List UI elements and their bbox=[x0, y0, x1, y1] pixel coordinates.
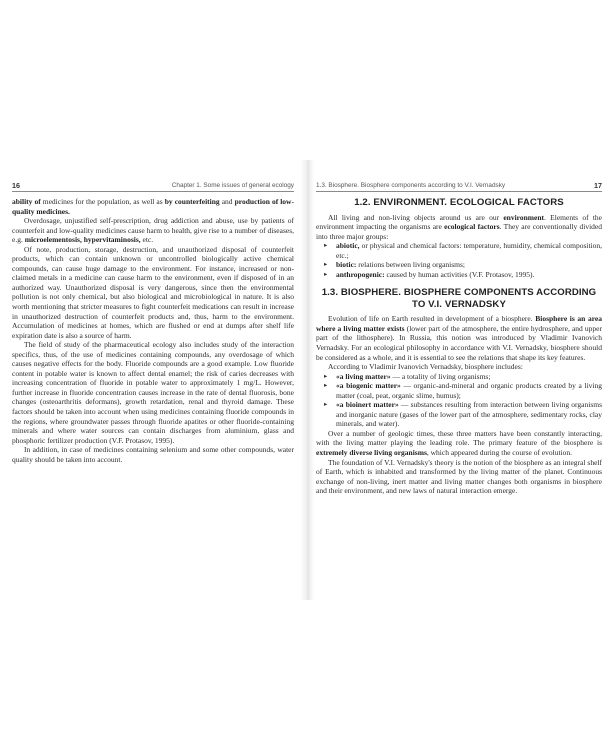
bold-term: extremely diverse living organisms bbox=[316, 447, 427, 457]
paragraph: The foundation of V.I. Vernadsky's theory is the notion of the biosphere as an integral shelf of Earth, which is inhabited and transformed by the living matter of the planet. Continuous exchange of non-living, inert matter and living matter changes both organisms in biosphere and their environment, and new laws of natural interaction emerge. bbox=[316, 457, 602, 496]
paragraph: Evolution of life on Earth resulted in development of a biosphere. Biosphere is an area where a living matter exists (lower part of the atmosphere, the entire hydrosphere, and upper part of the lithosphere). In Russia, this notion was introduced by Vladimir Ivanovich Vernadsky. For an ecological philosophy in accordance with V.I. Vernadsky, biosphere should be considered as a whole, and it is essential to see the relations that shape its key features. bbox=[316, 314, 602, 362]
bold-term: by counterfeiting bbox=[164, 197, 220, 206]
bullet-icon: ▸ bbox=[324, 270, 328, 278]
list-item-text: anthropogenic: caused by human activities (V.F. Protasov, 1995). bbox=[336, 269, 535, 279]
paragraph: In addition, in case of medicines containing selenium and some other compounds, water quality should be taken into account. bbox=[12, 445, 294, 464]
bold-term: ability of bbox=[12, 197, 41, 206]
bullet-icon: ▸ bbox=[324, 401, 328, 409]
bold-term: «a living matter» bbox=[336, 371, 391, 381]
bullet-icon: ▸ bbox=[324, 242, 328, 250]
left-page bbox=[12, 181, 294, 464]
bold-term: ecological factors bbox=[444, 222, 500, 232]
left-running-head bbox=[12, 181, 294, 192]
paragraph: ability of medicines for the population, as well as by counterfeiting and production of low-quality medicines. bbox=[12, 197, 294, 216]
list-item bbox=[324, 241, 602, 260]
bold-term: «a bioinert matter» bbox=[336, 400, 399, 410]
bold-term: production of low-quality medicines. bbox=[12, 197, 294, 216]
list-item-text: «a bioinert matter» — substances resulting from interaction between living organisms and inorganic nature (gases of the lower part of the atmosphere, sedimentary rocks, clay minerals, and water). bbox=[336, 400, 602, 429]
bold-term: Biosphere is an area where a living matter exists bbox=[316, 314, 602, 333]
left-page-number: 16 bbox=[12, 181, 20, 190]
right-running-head bbox=[316, 181, 602, 192]
biosphere-components-list bbox=[316, 372, 602, 429]
bullet-icon: ▸ bbox=[324, 372, 328, 380]
list-item-text: abiotic, or physical and chemical factors: temperature, humidity, chemical composition, etc.; bbox=[336, 241, 602, 260]
book-gutter bbox=[300, 160, 314, 600]
bullet-icon: ▸ bbox=[324, 261, 328, 269]
bold-term: «a biogenic matter» bbox=[336, 381, 401, 391]
list-item-text: biotic: relations between living organisms; bbox=[336, 260, 466, 270]
right-page bbox=[316, 181, 602, 496]
paragraph: Overdosage, unjustified self-prescription, drug addiction and abuse, use by patients of counterfeit and low-quality medicines cause harm to health, give rise to a number of diseases, e.g. microelementosis, hypervitaminosis, etc. bbox=[12, 216, 294, 245]
list-item bbox=[324, 400, 602, 429]
section-heading: 1.3. BIOSPHERE. BIOSPHERE COMPONENTS ACCORDING TO V.I. VERNADSKY bbox=[321, 287, 597, 310]
bold-term: biotic: bbox=[336, 260, 357, 270]
list-item bbox=[324, 270, 602, 280]
left-running-head-title: Chapter 1. Some issues of general ecology bbox=[171, 181, 294, 189]
paragraph: Over a number of geologic times, these three matters have been constantly interacting, with the living matter playing the leading role. The primary feature of the biosphere is extremely diverse living organisms, which appeared during the course of evolution. bbox=[316, 428, 602, 457]
list-item bbox=[324, 381, 602, 400]
paragraph: According to Vladimir Ivanovich Vernadsky, biosphere includes: bbox=[328, 362, 523, 372]
right-running-head-title: 1.3. Biosphere. Biosphere components according to V.I. Vernadsky bbox=[316, 181, 506, 189]
bold-term: microelementosis, hypervitaminosis, bbox=[24, 235, 141, 245]
bold-term: anthropogenic: bbox=[336, 269, 385, 279]
bold-term: abiotic, bbox=[336, 241, 360, 251]
list-item-text: «a biogenic matter» — organic-and-mineral and organic products created by a living matter (coal, peat, organic slime, humus); bbox=[336, 381, 602, 400]
list-item-text: «a living matter» — a totality of living organisms; bbox=[336, 371, 491, 381]
paragraph: All living and non-living objects around us are our environment. Elements of the environment impacting the organisms are ecological factors. They are conventionally divided into three major groups: bbox=[316, 212, 602, 241]
paragraph: Of note, production, storage, destruction, and unauthorized disposal of counterfeit products, which can contain unknown or uncontrolled biologically active chemical compounds, can cause huge damage to the environment. For instance, increased or non-claimed metals in a medicine can cause harm to the environment, even if disposed of in an authorized way. Unauthorized disposal is very dangerous, since then the environmental pollution is not only chemical, but also biological and microbiological in nature. It is also worth mentioning that stricter measures to fight counterfeit medications can result in increase in unauthorized destruction of counterfeit products and, thus, harm to the environment. Accumulation of medicines at homes, which are flushed or end at dumps after shelf life expiration date is also a source of harm. bbox=[12, 244, 294, 340]
section-heading: 1.2. ENVIRONMENT. ECOLOGICAL FACTORS bbox=[354, 197, 564, 208]
list-item bbox=[324, 372, 602, 382]
bullet-icon: ▸ bbox=[324, 382, 328, 390]
ecological-factors-list bbox=[316, 241, 602, 279]
left-page-body bbox=[12, 197, 294, 464]
bold-term: environment bbox=[503, 212, 545, 222]
list-item bbox=[324, 260, 602, 270]
paragraph: The field of study of the pharmaceutical ecology also includes study of the interaction specifics, thus, of the use of medicines containing compounds, any overdosage of which causes negative effects for the body. Fluoride compounds are a good example. Low fluoride content in potable water is known to affect dental enamel; the risk of caries decreases with increasing concentration of fluoride in potable water to approximately 1 mg/L. However, further increase in fluoride concentration causes increase in the rate of dental fluorosis, bone changes (osteoarthritis deformans), growth retardation, renal and thyroid damage. These factors should be taken into account when using medicines containing fluoride compounds in the regions, where groundwater passes through fluoride apatites or other fluoride-containing minerals and where water sources can contain discharges from aluminium, glass and phosphoric fertilizer production (V.F. Protasov, 1995). bbox=[12, 340, 294, 445]
right-page-number: 17 bbox=[594, 181, 602, 190]
